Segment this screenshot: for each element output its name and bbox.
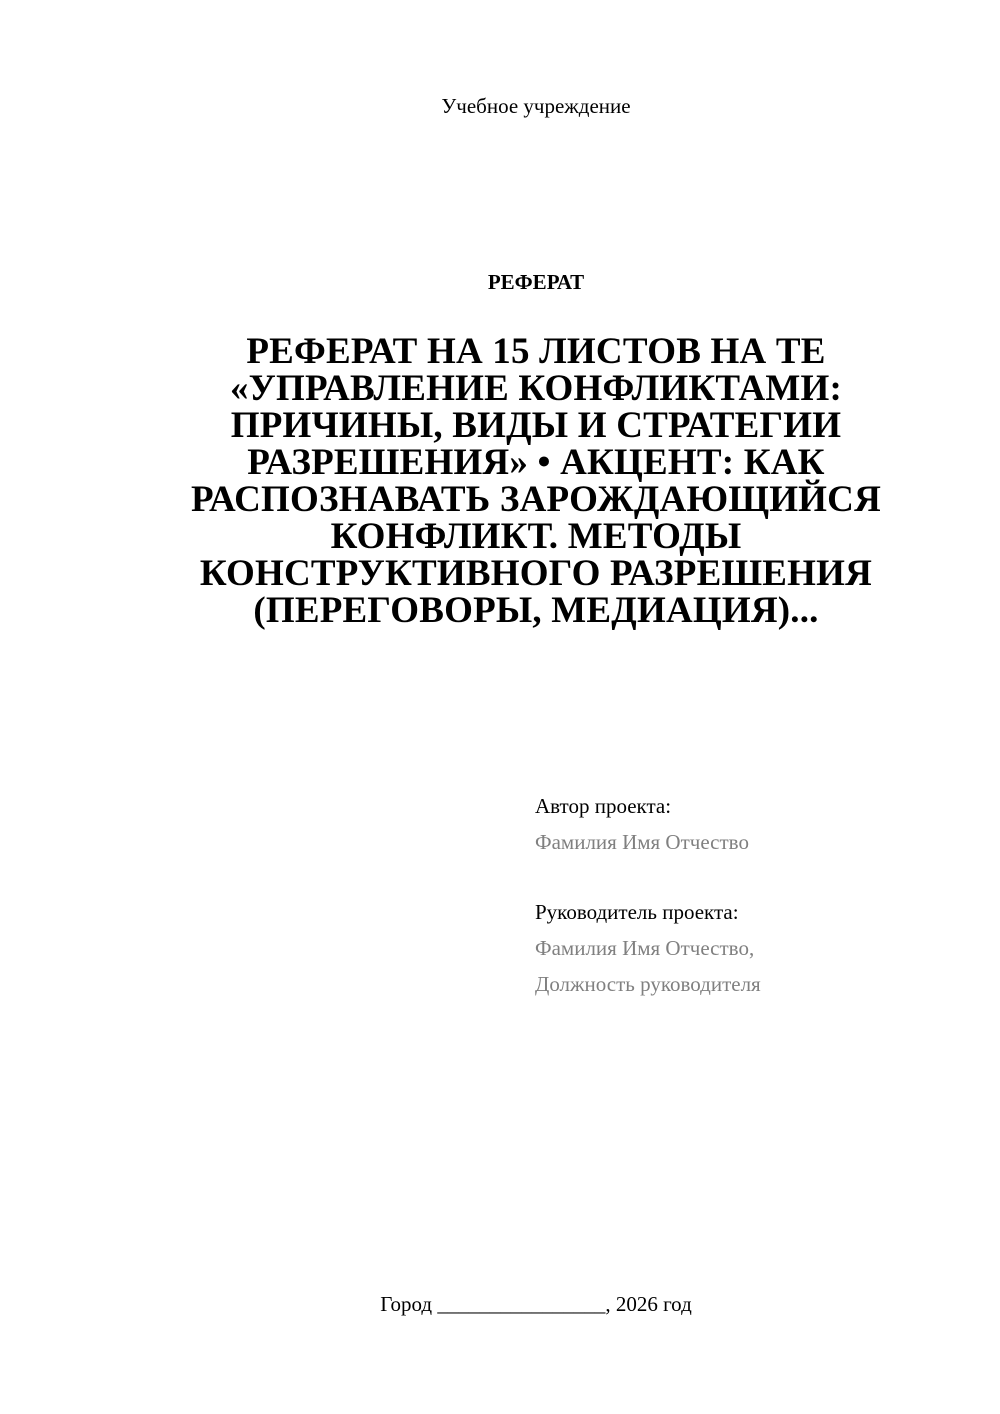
author-label: Автор проекта: — [535, 794, 672, 818]
document-type-label: РЕФЕРАТ — [487, 270, 585, 294]
author-name: Фамилия Имя Отчество — [535, 830, 749, 854]
supervisor-name: Фамилия Имя Отчество, — [535, 936, 755, 960]
title-line: (ПЕРЕГОВОРЫ, МЕДИАЦИЯ)... — [253, 590, 819, 631]
supervisor-position: Должность руководителя — [535, 972, 761, 996]
title-line: КОНФЛИКТ. МЕТОДЫ — [330, 516, 742, 557]
city-year-line: Город ________________, 2026 год — [380, 1292, 692, 1316]
title-line: ПРИЧИНЫ, ВИДЫ И СТРАТЕГИИ — [230, 405, 842, 446]
title-line: РЕФЕРАТ НА 15 ЛИСТОВ НА ТЕ — [246, 331, 826, 372]
supervisor-label: Руководитель проекта: — [535, 900, 739, 924]
title-line: РАСПОЗНАВАТЬ ЗАРОЖДАЮЩИЙСЯ — [190, 479, 881, 520]
supervisor-block — [535, 894, 975, 1002]
title-line: «УПРАВЛЕНИЕ КОНФЛИКТАМИ: — [229, 368, 843, 409]
institution-name: Учебное учреждение — [441, 94, 631, 118]
title-line: КОНСТРУКТИВНОГО РАЗРЕШЕНИЯ — [199, 553, 873, 594]
document-title — [150, 333, 922, 629]
author-block — [535, 788, 975, 860]
title-line: РАЗРЕШЕНИЯ» • АКЦЕНТ: КАК — [247, 442, 825, 483]
